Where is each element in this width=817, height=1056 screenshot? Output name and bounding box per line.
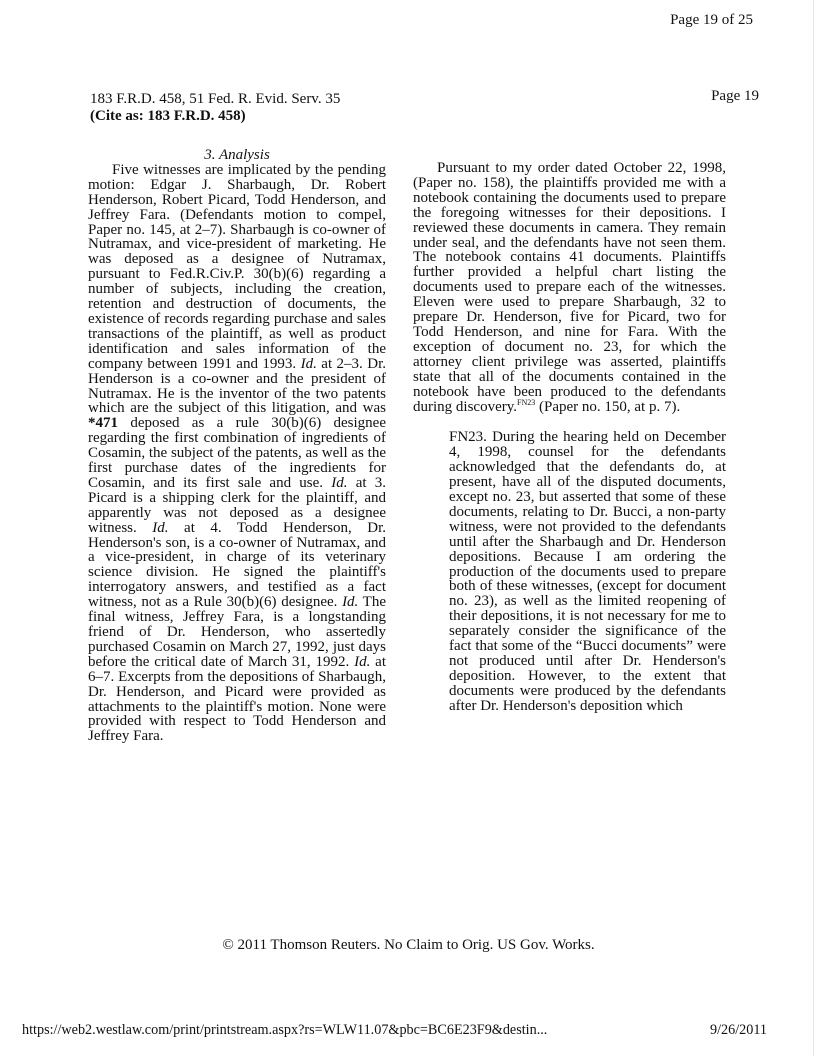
footnote-text: During the hearing held on December 4, 1998, counsel for the defendants acknowledged that the defendants do, at present, have all of the disputed documents, except no. 23, but asserted that some of these documents, relating to Dr. Bucci, a non-party witness, were not provided to the defendants until after the Sharbaugh and Dr. Henderson depositions. Because I am ordering the production of the documents used to prepare both of these witnesses, (except for document no. 23), as well as the limited reopening of their depositions, it is not necessary for me to separately consider the significance of the fact that some of the “Bucci documents” were not produced until after Dr. Henderson's deposition. However, to the extent that documents were produced by the defendants after Dr. Henderson's deposition which	[449, 429, 726, 714]
section-title: 3. Analysis	[204, 147, 270, 163]
page-of-indicator: Page 19 of 25	[670, 12, 753, 28]
citation-block	[90, 91, 340, 125]
id-cite: Id.	[300, 355, 317, 372]
id-cite: Id.	[342, 594, 359, 611]
paragraph-witnesses	[88, 163, 386, 744]
print-date: 9/26/2011	[710, 1022, 768, 1038]
right-column	[413, 161, 726, 714]
footnote-label: FN23.	[449, 429, 487, 446]
text-run: at 6–7. Excerpts from the depositions of Sharbaugh, Dr. Henderson, and Picard were provided as attachments to the plaintiff's motion. None were provided with respect to Todd Henderson and Jeffrey Fara.	[88, 653, 386, 745]
text-run: at 4. Todd Henderson, Dr. Henderson's son, is a co-owner of Nutramax, and a vice-president, in charge of its veterinary science division. He signed the plaintiff's interrogatory answers, and testified as a fact witness, not as a Rule 30(b)(6) designee.	[88, 519, 386, 611]
text-run: The final witness, Jeffrey Fara, is a longstanding friend of Dr. Henderson, who assertedly purchased Cosamin on March 27, 1992, just days before the critical date of March 31, 1992.	[88, 594, 386, 670]
id-cite: Id.	[354, 653, 371, 670]
page-edge	[813, 0, 814, 1056]
copyright-notice: © 2011 Thomson Reuters. No Claim to Orig. US Gov. Works.	[222, 937, 595, 953]
star-page-marker: *471	[88, 415, 118, 432]
footnote-fn23	[449, 430, 726, 713]
id-cite: Id.	[152, 519, 169, 536]
cite-as: (Cite as: 183 F.R.D. 458)	[90, 108, 246, 124]
text-run: deposed as a rule 30(b)(6) designee regarding the first combination of ingredients of Cosamin, the subject of the patents, as well as the first purchase dates of the ingredients for Cosamin, and its first sale and use.	[88, 415, 386, 491]
id-cite: Id.	[331, 474, 348, 491]
print-url: https://web2.westlaw.com/print/printstream.aspx?rs=WLW11.07&pbc=BC6E23F9&destin...	[22, 1022, 548, 1038]
text-run: at 2–3. Dr. Henderson is a co-owner and the president of Nutramax. He is the inventor of the two patents which are the subject of this litigation, and was	[88, 355, 386, 417]
page-label: Page 19	[711, 88, 759, 104]
footnote-ref-link[interactable]: FN23	[517, 397, 536, 407]
paragraph-notebook	[413, 161, 726, 414]
text-run: Five witnesses are implicated by the pending motion: Edgar J. Sharbaugh, Dr. Robert Henderson, Robert Picard, Todd Henderson, and Jeffrey Fara. (Defendants motion to compel, Paper no. 145, at 2–7). Sharbaugh is co-owner of Nutramax, and vice-president of marketing. He was deposed as a designee of Nutramax, pursuant to Fed.R.Civ.P. 30(b)(6) regarding a number of subjects, including the creation, retention and destruction of documents, the existence of records regarding purchase and sales transactions of the plaintiff, as well as product identification and sales information of the company between 1991 and 1993.	[88, 161, 386, 372]
text-run: (Paper no. 150, at p. 7).	[535, 398, 681, 415]
citation-line: 183 F.R.D. 458, 51 Fed. R. Evid. Serv. 35	[90, 91, 341, 107]
text-run: at 3. Picard is a shipping clerk for the plaintiff, and apparently was not deposed as a designee witness.	[88, 474, 386, 536]
text-run: Pursuant to my order dated October 22, 1998, (Paper no. 158), the plaintiffs provided me with a notebook containing the documents used to prepare the foregoing witnesses for their depositions. I reviewed these documents in camera. They remain under seal, and the defendants have not seen them. The notebook contains 41 documents. Plaintiffs further provided a helpful chart listing the documents used to prepare each of the witnesses. Eleven were used to prepare Sharbaugh, 32 to prepare Dr. Henderson, five for Picard, two for Todd Henderson, and nine for Fara. With the exception of document no. 23, for which the attorney client privilege was asserted, plaintiffs state that all of the documents contained in the notebook have been produced to the defendants during discovery.	[413, 160, 726, 415]
left-column	[88, 148, 386, 744]
